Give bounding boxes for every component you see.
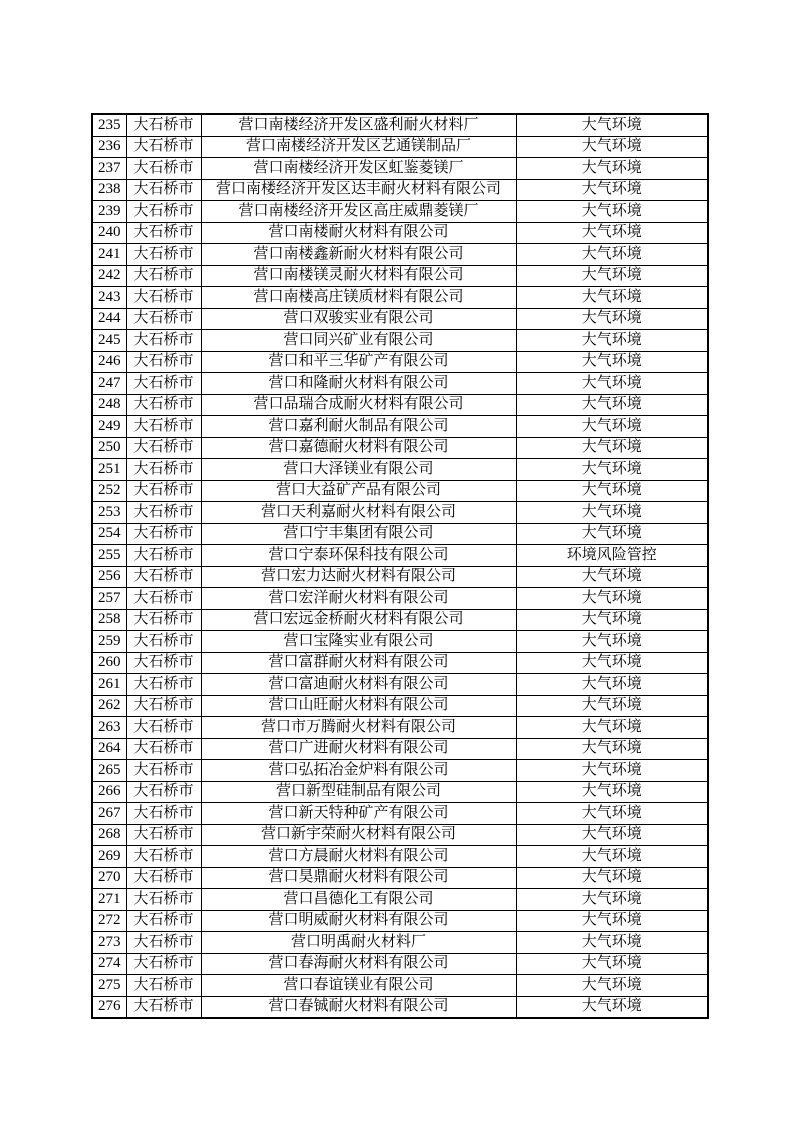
- category-cell: 大气环境: [516, 158, 708, 180]
- category-cell: 大气环境: [516, 953, 708, 975]
- category-cell: 大气环境: [516, 932, 708, 954]
- row-number-cell: 266: [92, 781, 126, 803]
- table-row: [92, 265, 708, 287]
- table-row: [92, 179, 708, 201]
- company-name-cell: 营口嘉利耐火制品有限公司: [201, 416, 516, 438]
- row-number-cell: 255: [92, 545, 126, 567]
- category-cell: 大气环境: [516, 781, 708, 803]
- city-cell: 大石桥市: [126, 330, 201, 352]
- category-cell: 大气环境: [516, 631, 708, 653]
- company-name-cell: 营口南楼耐火材料有限公司: [201, 222, 516, 244]
- company-name-cell: 营口富群耐火材料有限公司: [201, 652, 516, 674]
- table-row: [92, 674, 708, 696]
- category-cell: 大气环境: [516, 394, 708, 416]
- category-cell: 大气环境: [516, 588, 708, 610]
- category-cell: 环境风险管控: [516, 545, 708, 567]
- city-cell: 大石桥市: [126, 824, 201, 846]
- company-name-cell: 营口宁丰集团有限公司: [201, 523, 516, 545]
- row-number-cell: 264: [92, 738, 126, 760]
- category-cell: 大气环境: [516, 502, 708, 524]
- category-cell: 大气环境: [516, 351, 708, 373]
- table-row: [92, 803, 708, 825]
- table-row: [92, 545, 708, 567]
- company-name-cell: 营口宏力达耐火材料有限公司: [201, 566, 516, 588]
- category-cell: 大气环境: [516, 695, 708, 717]
- city-cell: 大石桥市: [126, 975, 201, 997]
- row-number-cell: 263: [92, 717, 126, 739]
- table-row: [92, 136, 708, 158]
- city-cell: 大石桥市: [126, 114, 201, 136]
- table-row: [92, 588, 708, 610]
- company-name-cell: 营口嘉德耐火材料有限公司: [201, 437, 516, 459]
- table-row: [92, 114, 708, 136]
- city-cell: 大石桥市: [126, 566, 201, 588]
- company-name-cell: 营口昊鼎耐火材料有限公司: [201, 867, 516, 889]
- row-number-cell: 250: [92, 437, 126, 459]
- table-row: [92, 287, 708, 309]
- city-cell: 大石桥市: [126, 394, 201, 416]
- city-cell: 大石桥市: [126, 179, 201, 201]
- table-row: [92, 846, 708, 868]
- city-cell: 大石桥市: [126, 545, 201, 567]
- row-number-cell: 271: [92, 889, 126, 911]
- table-row: [92, 416, 708, 438]
- row-number-cell: 268: [92, 824, 126, 846]
- table-row: [92, 889, 708, 911]
- company-name-cell: 营口南楼经济开发区盛利耐火材料厂: [201, 114, 516, 136]
- category-cell: 大气环境: [516, 416, 708, 438]
- company-name-cell: 营口和隆耐火材料有限公司: [201, 373, 516, 395]
- category-cell: 大气环境: [516, 652, 708, 674]
- table-row: [92, 523, 708, 545]
- table-row: [92, 609, 708, 631]
- table-row: [92, 201, 708, 223]
- row-number-cell: 273: [92, 932, 126, 954]
- row-number-cell: 249: [92, 416, 126, 438]
- table-row: [92, 996, 708, 1018]
- city-cell: 大石桥市: [126, 308, 201, 330]
- city-cell: 大石桥市: [126, 609, 201, 631]
- company-name-cell: 营口宏远金桥耐火材料有限公司: [201, 609, 516, 631]
- city-cell: 大石桥市: [126, 222, 201, 244]
- table-row: [92, 502, 708, 524]
- row-number-cell: 259: [92, 631, 126, 653]
- row-number-cell: 254: [92, 523, 126, 545]
- category-cell: 大气环境: [516, 437, 708, 459]
- company-name-cell: 营口宁泰环保科技有限公司: [201, 545, 516, 567]
- category-cell: 大气环境: [516, 222, 708, 244]
- company-name-cell: 营口广进耐火材料有限公司: [201, 738, 516, 760]
- company-name-cell: 营口新宇荣耐火材料有限公司: [201, 824, 516, 846]
- row-number-cell: 242: [92, 265, 126, 287]
- category-cell: 大气环境: [516, 889, 708, 911]
- company-name-cell: 营口南楼镁灵耐火材料有限公司: [201, 265, 516, 287]
- company-name-cell: 营口南楼经济开发区艺通镁制品厂: [201, 136, 516, 158]
- city-cell: 大石桥市: [126, 953, 201, 975]
- city-cell: 大石桥市: [126, 910, 201, 932]
- category-cell: 大气环境: [516, 824, 708, 846]
- category-cell: 大气环境: [516, 996, 708, 1018]
- category-cell: 大气环境: [516, 459, 708, 481]
- company-name-cell: 营口市万腾耐火材料有限公司: [201, 717, 516, 739]
- row-number-cell: 237: [92, 158, 126, 180]
- row-number-cell: 269: [92, 846, 126, 868]
- table-row: [92, 631, 708, 653]
- table-row: [92, 394, 708, 416]
- company-name-cell: 营口和平三华矿产有限公司: [201, 351, 516, 373]
- row-number-cell: 245: [92, 330, 126, 352]
- table-row: [92, 717, 708, 739]
- city-cell: 大石桥市: [126, 459, 201, 481]
- city-cell: 大石桥市: [126, 523, 201, 545]
- company-name-cell: 营口明威耐火材料有限公司: [201, 910, 516, 932]
- company-name-cell: 营口宝隆实业有限公司: [201, 631, 516, 653]
- category-cell: 大气环境: [516, 566, 708, 588]
- category-cell: 大气环境: [516, 674, 708, 696]
- city-cell: 大石桥市: [126, 437, 201, 459]
- table-row: [92, 695, 708, 717]
- row-number-cell: 261: [92, 674, 126, 696]
- row-number-cell: 274: [92, 953, 126, 975]
- company-name-cell: 营口春谊镁业有限公司: [201, 975, 516, 997]
- category-cell: 大气环境: [516, 330, 708, 352]
- category-cell: 大气环境: [516, 201, 708, 223]
- row-number-cell: 253: [92, 502, 126, 524]
- company-name-cell: 营口南楼经济开发区达丰耐火材料有限公司: [201, 179, 516, 201]
- table-row: [92, 373, 708, 395]
- company-name-cell: 营口南楼高庄镁质材料有限公司: [201, 287, 516, 309]
- category-cell: 大气环境: [516, 760, 708, 782]
- city-cell: 大石桥市: [126, 158, 201, 180]
- category-cell: 大气环境: [516, 609, 708, 631]
- company-name-cell: 营口山旺耐火材料有限公司: [201, 695, 516, 717]
- row-number-cell: 256: [92, 566, 126, 588]
- city-cell: 大石桥市: [126, 416, 201, 438]
- category-cell: 大气环境: [516, 523, 708, 545]
- row-number-cell: 267: [92, 803, 126, 825]
- city-cell: 大石桥市: [126, 717, 201, 739]
- category-cell: 大气环境: [516, 114, 708, 136]
- company-name-cell: 营口大泽镁业有限公司: [201, 459, 516, 481]
- category-cell: 大气环境: [516, 179, 708, 201]
- table-row: [92, 351, 708, 373]
- city-cell: 大石桥市: [126, 652, 201, 674]
- row-number-cell: 275: [92, 975, 126, 997]
- company-name-cell: 营口品瑞合成耐火材料有限公司: [201, 394, 516, 416]
- table-row: [92, 824, 708, 846]
- city-cell: 大石桥市: [126, 351, 201, 373]
- table-row: [92, 459, 708, 481]
- company-name-cell: 营口大益矿产品有限公司: [201, 480, 516, 502]
- city-cell: 大石桥市: [126, 932, 201, 954]
- city-cell: 大石桥市: [126, 803, 201, 825]
- table-row: [92, 781, 708, 803]
- city-cell: 大石桥市: [126, 867, 201, 889]
- company-name-cell: 营口春铖耐火材料有限公司: [201, 996, 516, 1018]
- category-cell: 大气环境: [516, 287, 708, 309]
- row-number-cell: 238: [92, 179, 126, 201]
- company-name-cell: 营口天利嘉耐火材料有限公司: [201, 502, 516, 524]
- company-name-cell: 营口宏洋耐火材料有限公司: [201, 588, 516, 610]
- company-name-cell: 营口富迪耐火材料有限公司: [201, 674, 516, 696]
- table-body: [92, 114, 708, 1018]
- category-cell: 大气环境: [516, 846, 708, 868]
- table-row: [92, 867, 708, 889]
- company-name-cell: 营口南楼经济开发区虹鉴菱镁厂: [201, 158, 516, 180]
- category-cell: 大气环境: [516, 136, 708, 158]
- company-name-cell: 营口南楼鑫新耐火材料有限公司: [201, 244, 516, 266]
- city-cell: 大石桥市: [126, 265, 201, 287]
- company-name-cell: 营口昌德化工有限公司: [201, 889, 516, 911]
- city-cell: 大石桥市: [126, 244, 201, 266]
- row-number-cell: 247: [92, 373, 126, 395]
- city-cell: 大石桥市: [126, 631, 201, 653]
- city-cell: 大石桥市: [126, 136, 201, 158]
- row-number-cell: 236: [92, 136, 126, 158]
- table-row: [92, 932, 708, 954]
- category-cell: 大气环境: [516, 265, 708, 287]
- row-number-cell: 248: [92, 394, 126, 416]
- category-cell: 大气环境: [516, 867, 708, 889]
- company-name-cell: 营口南楼经济开发区高庄威鼎菱镁厂: [201, 201, 516, 223]
- company-name-cell: 营口双骏实业有限公司: [201, 308, 516, 330]
- row-number-cell: 252: [92, 480, 126, 502]
- city-cell: 大石桥市: [126, 588, 201, 610]
- company-name-cell: 营口春海耐火材料有限公司: [201, 953, 516, 975]
- table-row: [92, 760, 708, 782]
- row-number-cell: 276: [92, 996, 126, 1018]
- company-name-cell: 营口明禹耐火材料厂: [201, 932, 516, 954]
- city-cell: 大石桥市: [126, 889, 201, 911]
- category-cell: 大气环境: [516, 480, 708, 502]
- company-name-cell: 营口新型硅制品有限公司: [201, 781, 516, 803]
- table-row: [92, 738, 708, 760]
- category-cell: 大气环境: [516, 244, 708, 266]
- row-number-cell: 241: [92, 244, 126, 266]
- table-row: [92, 910, 708, 932]
- row-number-cell: 258: [92, 609, 126, 631]
- company-name-cell: 营口同兴矿业有限公司: [201, 330, 516, 352]
- category-cell: 大气环境: [516, 373, 708, 395]
- company-name-cell: 营口方晨耐火材料有限公司: [201, 846, 516, 868]
- row-number-cell: 246: [92, 351, 126, 373]
- table-row: [92, 244, 708, 266]
- table-row: [92, 437, 708, 459]
- row-number-cell: 235: [92, 114, 126, 136]
- table-row: [92, 566, 708, 588]
- category-cell: 大气环境: [516, 738, 708, 760]
- company-table: [91, 113, 709, 1019]
- row-number-cell: 244: [92, 308, 126, 330]
- table-row: [92, 222, 708, 244]
- row-number-cell: 243: [92, 287, 126, 309]
- row-number-cell: 257: [92, 588, 126, 610]
- company-name-cell: 营口新天特种矿产有限公司: [201, 803, 516, 825]
- city-cell: 大石桥市: [126, 846, 201, 868]
- table-row: [92, 330, 708, 352]
- category-cell: 大气环境: [516, 910, 708, 932]
- row-number-cell: 270: [92, 867, 126, 889]
- row-number-cell: 262: [92, 695, 126, 717]
- category-cell: 大气环境: [516, 308, 708, 330]
- city-cell: 大石桥市: [126, 996, 201, 1018]
- table-row: [92, 480, 708, 502]
- city-cell: 大石桥市: [126, 738, 201, 760]
- city-cell: 大石桥市: [126, 480, 201, 502]
- company-name-cell: 营口弘拓冶金炉料有限公司: [201, 760, 516, 782]
- category-cell: 大气环境: [516, 975, 708, 997]
- category-cell: 大气环境: [516, 803, 708, 825]
- table-row: [92, 953, 708, 975]
- row-number-cell: 251: [92, 459, 126, 481]
- row-number-cell: 239: [92, 201, 126, 223]
- city-cell: 大石桥市: [126, 502, 201, 524]
- city-cell: 大石桥市: [126, 287, 201, 309]
- city-cell: 大石桥市: [126, 201, 201, 223]
- table-row: [92, 652, 708, 674]
- city-cell: 大石桥市: [126, 373, 201, 395]
- row-number-cell: 260: [92, 652, 126, 674]
- table-row: [92, 308, 708, 330]
- city-cell: 大石桥市: [126, 781, 201, 803]
- row-number-cell: 265: [92, 760, 126, 782]
- table-row: [92, 158, 708, 180]
- city-cell: 大石桥市: [126, 674, 201, 696]
- table-row: [92, 975, 708, 997]
- row-number-cell: 272: [92, 910, 126, 932]
- row-number-cell: 240: [92, 222, 126, 244]
- city-cell: 大石桥市: [126, 760, 201, 782]
- city-cell: 大石桥市: [126, 695, 201, 717]
- category-cell: 大气环境: [516, 717, 708, 739]
